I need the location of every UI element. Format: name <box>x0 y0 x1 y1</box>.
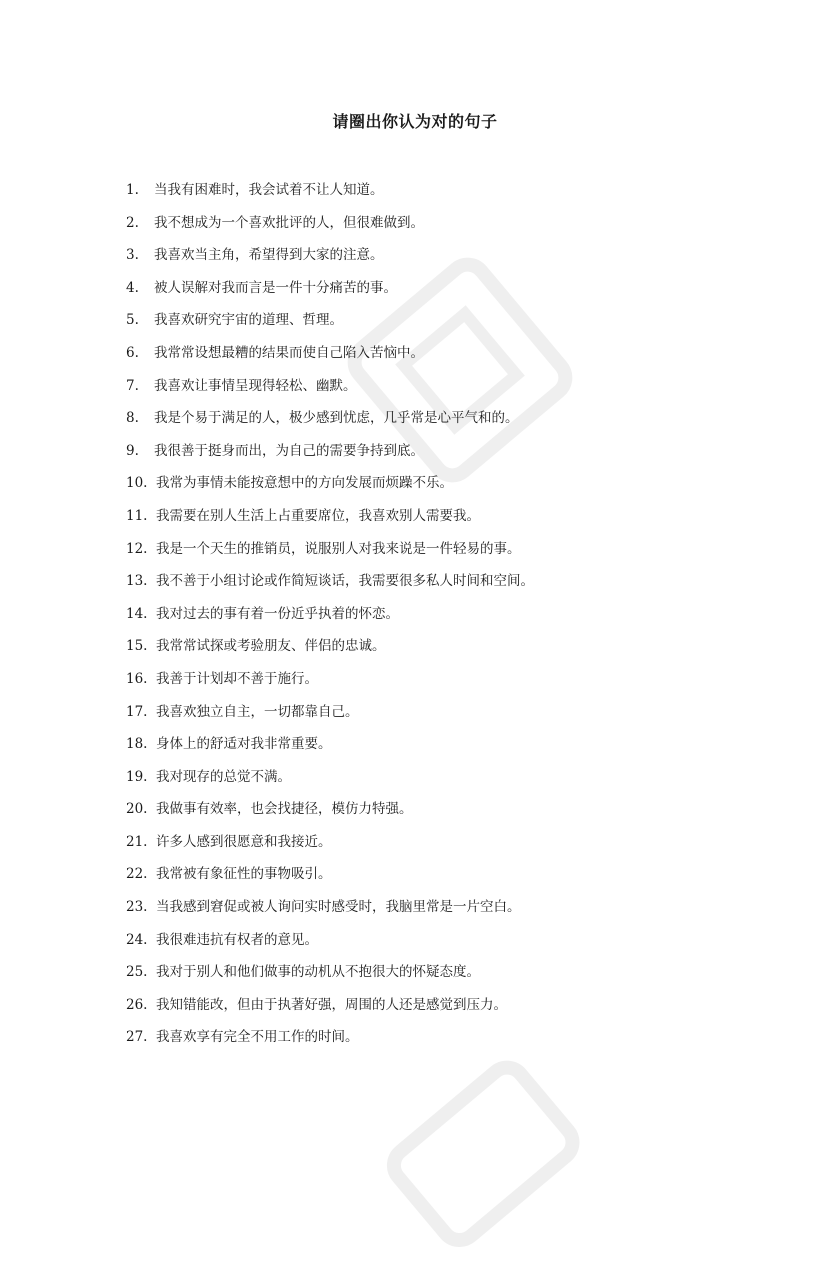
item-number: 26. <box>126 996 148 1013</box>
item-number: 15. <box>126 638 148 655</box>
item-text: 我常为事情未能按意想中的方向发展而烦躁不乐。 <box>156 475 453 492</box>
item-number: 4. <box>126 279 139 296</box>
item-text: 我不善于小组讨论或作简短谈话，我需要很多私人时间和空间。 <box>156 573 534 590</box>
list-item <box>126 766 786 799</box>
watermark-logo-lower <box>358 1032 601 1268</box>
item-text: 我是个易于满足的人，极少感到忧虑，几乎常是心平气和的。 <box>154 410 519 427</box>
item-text: 我喜欢享有完全不用工作的时间。 <box>156 1029 359 1046</box>
item-number: 20. <box>126 801 148 818</box>
list-item <box>126 603 786 636</box>
list-item <box>126 831 786 864</box>
list-item <box>126 505 786 538</box>
item-number: 17. <box>126 703 148 720</box>
item-number: 23. <box>126 899 148 916</box>
item-text: 我不想成为一个喜欢批评的人，但很难做到。 <box>154 214 424 231</box>
item-text: 被人误解对我而言是一件十分痛苦的事。 <box>154 279 397 296</box>
list-item <box>126 440 786 473</box>
item-text: 我对于别人和他们做事的动机从不抱很大的怀疑态度。 <box>156 964 480 981</box>
item-number: 11. <box>126 507 148 524</box>
list-item <box>126 961 786 994</box>
item-text: 我喜欢当主角，希望得到大家的注意。 <box>154 247 384 264</box>
item-number: 14. <box>126 605 148 622</box>
list-item <box>126 538 786 571</box>
item-text: 我做事有效率，也会找捷径，模仿力特强。 <box>156 801 413 818</box>
item-text: 身体上的舒适对我非常重要。 <box>156 736 332 753</box>
list-item <box>126 733 786 766</box>
item-number: 21. <box>126 833 148 850</box>
list-item <box>126 570 786 603</box>
item-text: 我常常试探或考验朋友、伴侣的忠诚。 <box>156 638 386 655</box>
item-text: 我常被有象征性的事物吸引。 <box>156 866 332 883</box>
item-number: 12. <box>126 540 148 557</box>
item-text: 我需要在别人生活上占重要席位，我喜欢别人需要我。 <box>156 507 480 524</box>
item-text: 我很难违抗有权者的意见。 <box>156 931 318 948</box>
item-number: 18. <box>126 736 148 753</box>
list-item <box>126 929 786 962</box>
item-text: 许多人感到很愿意和我接近。 <box>156 833 332 850</box>
item-text: 我很善于挺身而出，为自己的需要争持到底。 <box>154 442 424 459</box>
item-text: 我喜欢独立自主，一切都靠自己。 <box>156 703 359 720</box>
item-number: 24. <box>126 931 148 948</box>
item-text: 我对现存的总觉不满。 <box>156 768 291 785</box>
item-text: 我对过去的事有着一份近乎执着的怀恋。 <box>156 605 399 622</box>
item-number: 13. <box>126 573 148 590</box>
item-text: 我知错能改，但由于执著好强，周围的人还是感觉到压力。 <box>156 996 507 1013</box>
item-text: 我是一个天生的推销员，说服别人对我来说是一件轻易的事。 <box>156 540 521 557</box>
list-item <box>126 212 786 245</box>
item-text: 我喜欢研究宇宙的道理、哲理。 <box>154 312 343 329</box>
list-item <box>126 309 786 342</box>
list-item <box>126 277 786 310</box>
list-item <box>126 668 786 701</box>
list-item <box>126 472 786 505</box>
item-number: 25. <box>126 964 148 981</box>
list-item <box>126 342 786 375</box>
item-text: 当我感到窘促或被人询问实时感受时，我脑里常是一片空白。 <box>156 899 521 916</box>
list-item <box>126 244 786 277</box>
item-number: 8. <box>126 410 139 427</box>
list-item <box>126 994 786 1027</box>
list-item <box>126 179 786 212</box>
list-item <box>126 375 786 408</box>
item-number: 5. <box>126 312 139 329</box>
statement-list <box>126 179 786 1059</box>
item-number: 27. <box>126 1029 148 1046</box>
list-item <box>126 896 786 929</box>
item-number: 10. <box>126 475 148 492</box>
list-item <box>126 798 786 831</box>
item-number: 6. <box>126 344 139 361</box>
item-text: 我喜欢让事情呈现得轻松、幽默。 <box>154 377 357 394</box>
item-number: 1. <box>126 182 139 198</box>
item-number: 9. <box>126 442 139 459</box>
item-text: 我善于计划却不善于施行。 <box>156 670 318 687</box>
item-number: 2. <box>126 214 139 231</box>
list-item <box>126 701 786 734</box>
list-item <box>126 635 786 668</box>
item-number: 22. <box>126 866 148 883</box>
item-number: 3. <box>126 247 139 264</box>
item-number: 7. <box>126 377 139 394</box>
list-item <box>126 407 786 440</box>
item-text: 我常常设想最糟的结果而使自己陷入苦恼中。 <box>154 344 424 361</box>
list-item <box>126 863 786 896</box>
item-number: 19. <box>126 768 148 785</box>
item-text: 当我有困难时，我会试着不让人知道。 <box>154 182 384 198</box>
list-item <box>126 1026 786 1059</box>
item-number: 16. <box>126 670 148 687</box>
document-title: 请圈出你认为对的句子 <box>332 112 498 131</box>
